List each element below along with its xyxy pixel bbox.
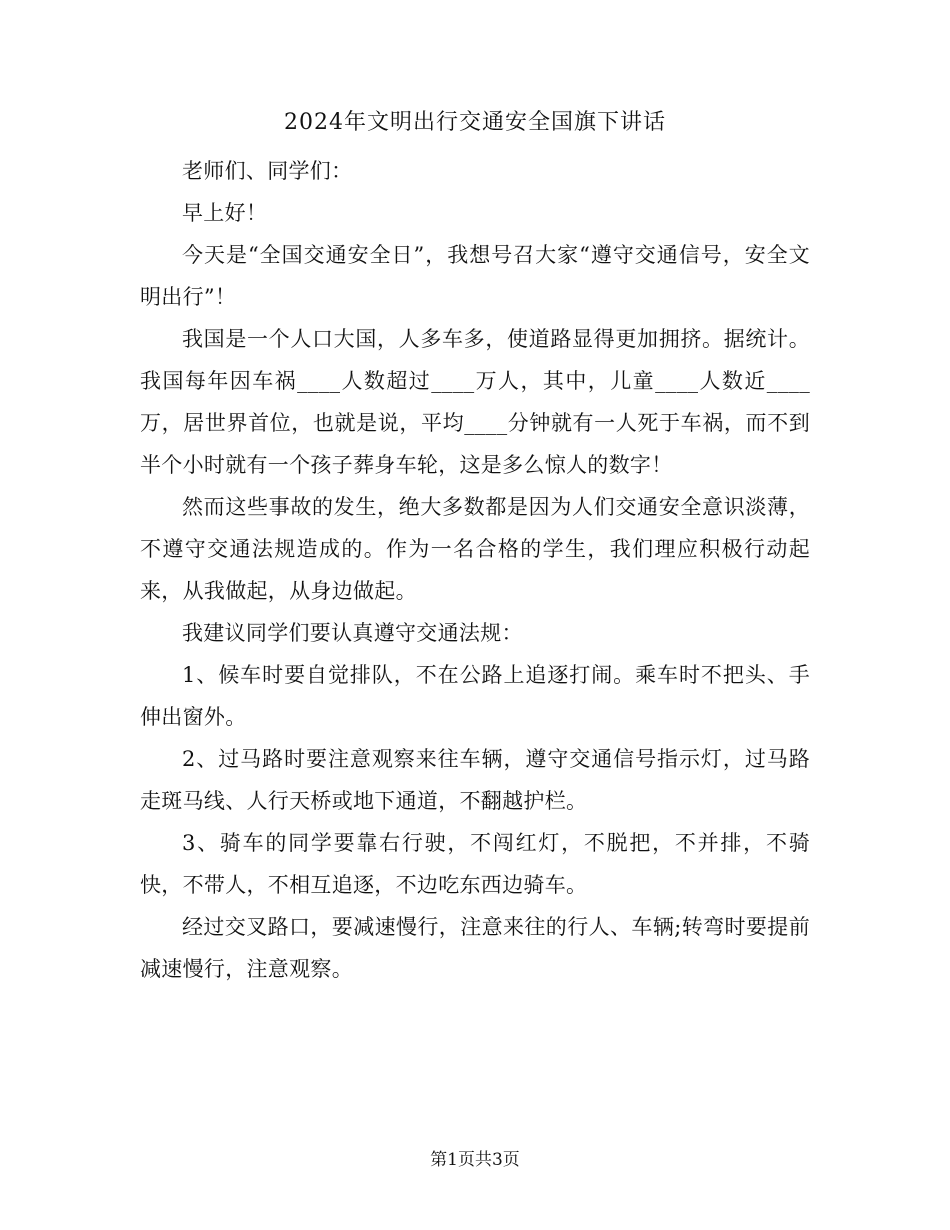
paragraph-causes: 然而这些事故的发生，绝大多数都是因为人们交通安全意识淡薄，不遵守交通法规造成的。作为一名合格的学生，我们理应积极行动起来，从我做起，从身边做起。 [140,495,810,603]
paragraph-rule-1: 1、候车时要自觉排队，不在公路上追逐打闹。乘车时不把头、手伸出窗外。 [140,663,810,729]
paragraph-statistics: 我国是一个人口大国，人多车多，使道路显得更加拥挤。据统计。我国每年因车祸____人数超过____万人，其中，儿童____人数近____万，居世界首位，也就是说，平均____分钟就有一人死于车祸，而不到半个小时就有一个孩子葬身车轮，这是多么惊人的数字！ [140,327,810,477]
page-number-footer: 第1页共3页 [430,1150,520,1170]
paragraph-rule-3: 3、骑车的同学要靠右行驶，不闯红灯，不脱把，不并排，不骑快，不带人，不相互追逐，不边吃东西边骑车。 [140,831,810,897]
paragraph-greeting: 老师们、同学们： [182,159,353,183]
paragraph-intersection: 经过交叉路口，要减速慢行，注意来往的行人、车辆;转弯时要提前减速慢行，注意观察。 [140,915,810,981]
paragraph-suggestion-intro: 我建议同学们要认真遵守交通法规： [182,621,523,645]
paragraph-rule-2: 2、过马路时要注意观察来往车辆，遵守交通信号指示灯，过马路走斑马线、人行天桥或地下通道，不翻越护栏。 [140,747,810,813]
document-body [140,150,810,990]
document-title: 2024年文明出行交通安全国旗下讲话 [284,110,666,135]
paragraph-good-morning: 早上好！ [182,201,268,225]
paragraph-traffic-day: 今天是“全国交通安全日”，我想号召大家“遵守交通信号，安全文明出行”！ [140,243,810,309]
